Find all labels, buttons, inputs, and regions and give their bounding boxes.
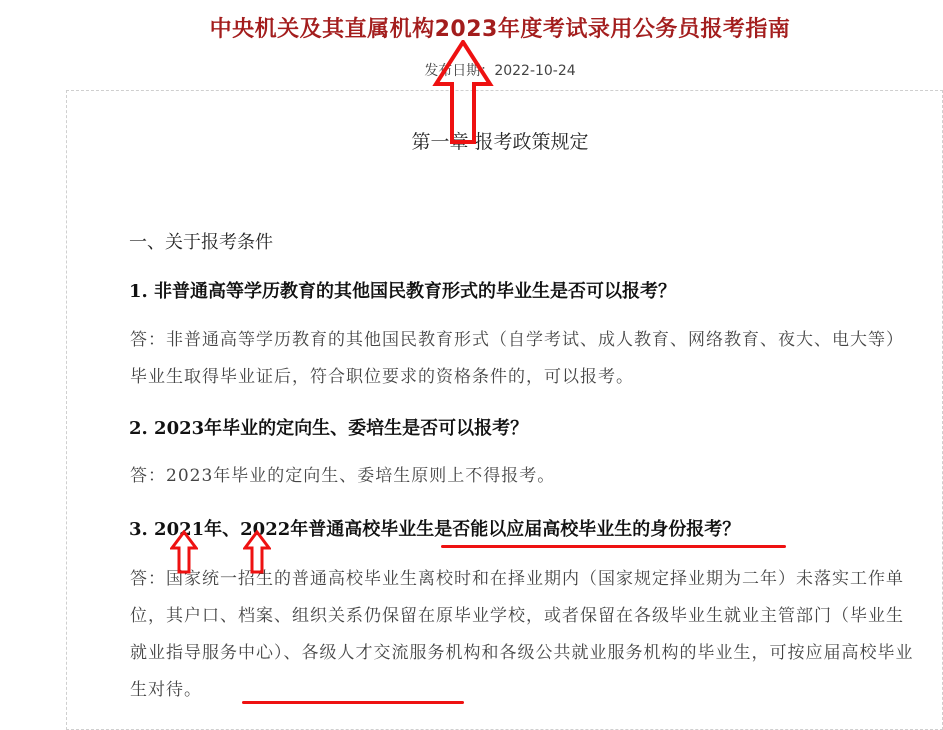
up-arrow-icon [170,530,198,574]
question-2: 2. 2023年毕业的定向生、委培生是否可以报考？ [129,418,529,439]
date-value: 2022-10-24 [494,63,576,79]
up-arrow-icon [432,40,494,144]
chapter-heading: 第一章 报考政策规定 [411,131,589,153]
answer-2: 答：2023年毕业的定向生、委培生原则上不得报考。 [130,466,556,486]
question-3: 3. 2021年、2022年普通高校毕业生是否能以应届高校毕业生的身份报考？ [129,519,741,540]
page-title: 中央机关及其直属机构2023年度考试录用公务员报考指南 [209,17,791,42]
section-heading: 一、关于报考条件 [129,232,273,253]
underline-question-3 [441,545,786,548]
answer-1: 答：非普通高等学历教育的其他国民教育形式（自学考试、成人教育、网络教育、夜大、电大等）毕业生取得毕业证后，符合职位要求的资格条件的，可以报考。 [130,330,904,387]
question-1: 1. 非普通高等学历教育的其他国民教育形式的毕业生是否可以报考？ [129,281,677,302]
date-label: 发布日期： [424,63,495,79]
answer-3: 答：国家统一招生的普通高校毕业生离校时和在择业期内（国家规定择业期为二年）未落实工作单位，其户口、档案、组织关系仍保留在原毕业学校，或者保留在各级毕业生就业主管部门（毕业生就业指导服务中心）、各级人才交流服务机构和各级公共就业服务机构的毕业生，可按应届高校毕业生对待。 [130,569,914,700]
underline-answer-3 [242,701,464,704]
up-arrow-icon [243,530,271,574]
